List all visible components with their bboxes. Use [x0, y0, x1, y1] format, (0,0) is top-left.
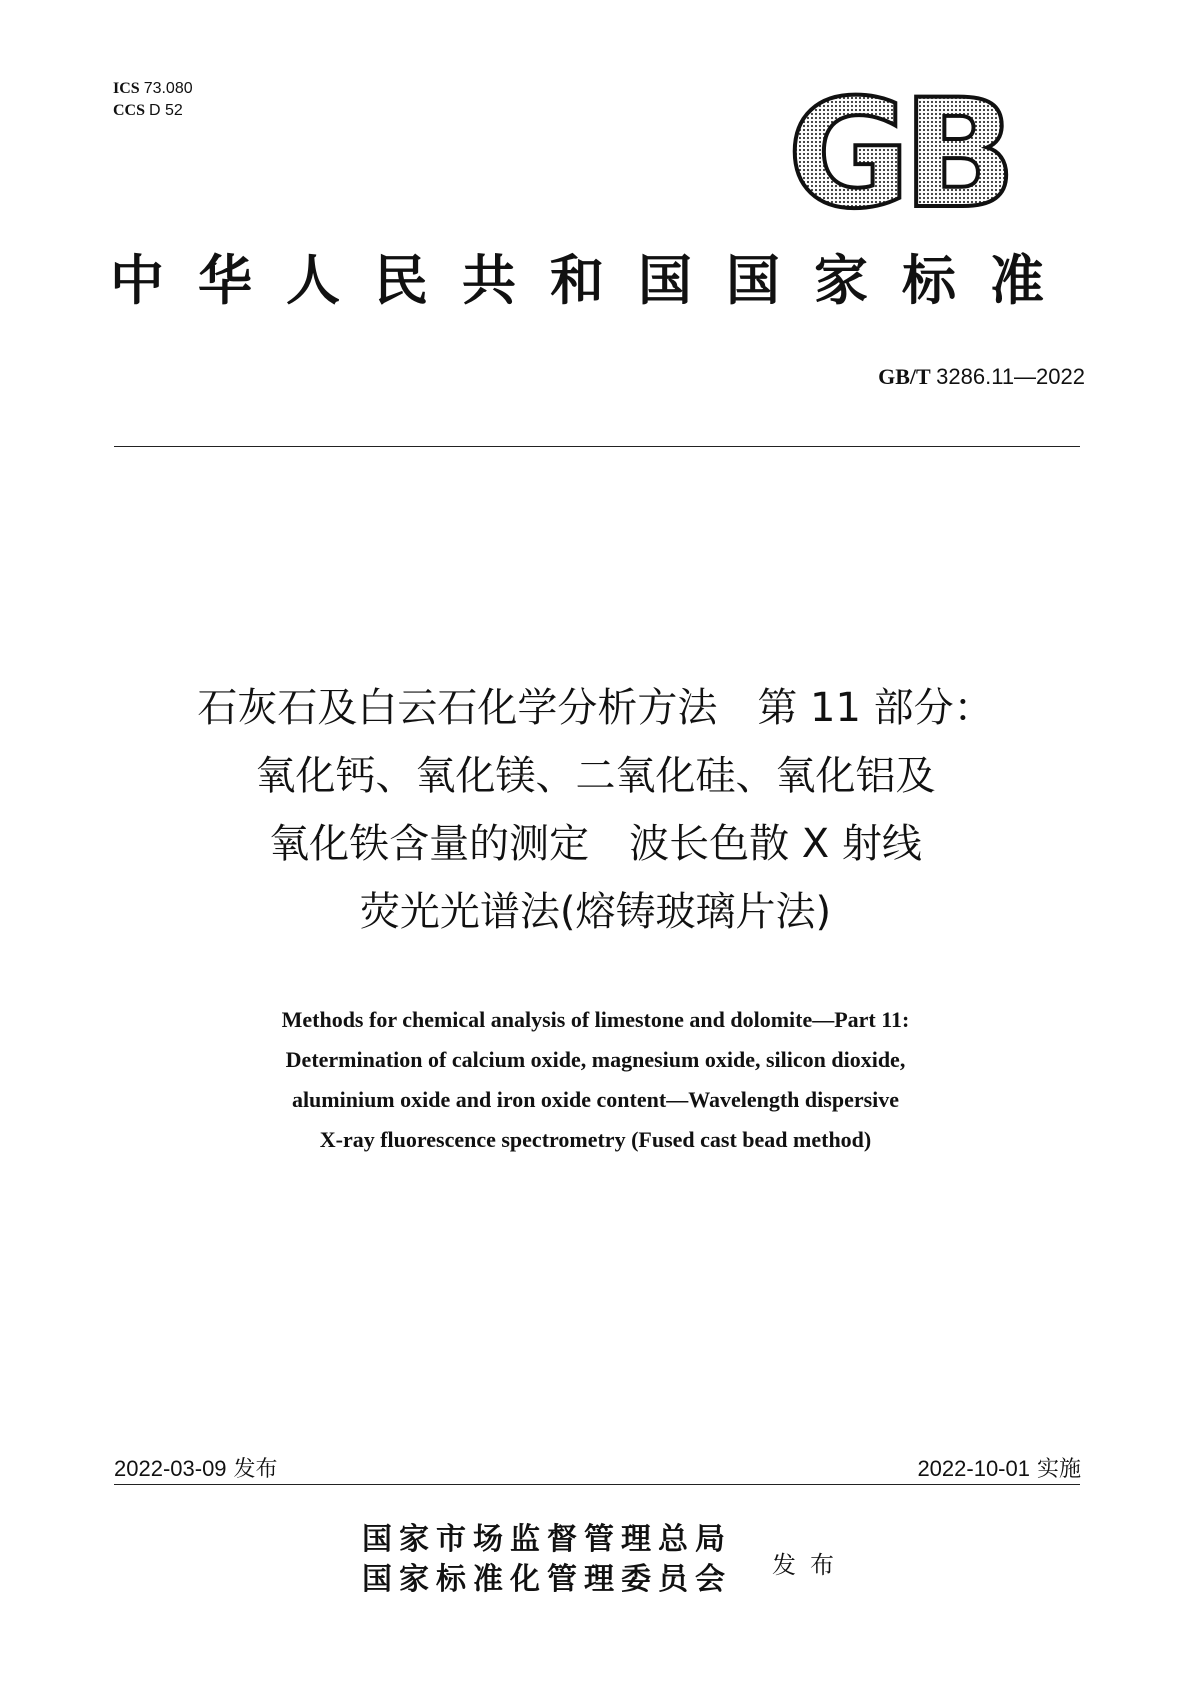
standard-code-prefix: GB/T [878, 364, 931, 389]
issuing-authorities [362, 1520, 732, 1600]
ccs-value: D 52 [149, 102, 183, 119]
ics-value: 73.080 [143, 80, 193, 97]
chinese-title-line: 氧化钙、氧化镁、二氧化硅、氧化铝及 [255, 753, 936, 799]
english-title [80, 1000, 1111, 1160]
ics-label: ICS [113, 80, 140, 97]
ics-line [113, 78, 193, 100]
publish-date-value: 2022-03-09 [114, 1456, 227, 1481]
chinese-title-line: 荧光光谱法(熔铸玻璃片法) [359, 889, 832, 935]
effective-date-label: 实施 [1036, 1457, 1081, 1482]
issuer-name: 国家市场监督管理总局 [362, 1522, 732, 1557]
chinese-title [60, 674, 1131, 946]
publish-date [114, 1452, 278, 1483]
effective-date-value: 2022-10-01 [917, 1456, 1030, 1481]
standard-code [878, 364, 1085, 390]
chinese-title-line: 氧化铁含量的测定 波长色散 X 射线 [269, 821, 922, 867]
english-title-line: aluminium oxide and iron oxide content—Wavelength dispersive [291, 1087, 900, 1112]
chinese-title-line: 石灰石及白云石化学分析方法 第 11 部分： [197, 685, 994, 731]
english-title-line: X-ray fluorescence spectrometry (Fused cast bead method) [319, 1127, 872, 1152]
english-title-line: Determination of calcium oxide, magnesium oxide, silicon dioxide, [285, 1047, 906, 1072]
issue-label: 发布 [772, 1551, 848, 1579]
ccs-line [113, 100, 193, 122]
gb-logo [782, 88, 1014, 218]
top-divider [114, 446, 1080, 447]
ccs-label: CCS [113, 102, 146, 119]
standard-code-number: 3286.11—2022 [936, 364, 1085, 389]
classification-codes [113, 78, 193, 122]
gb-logo-graphic [782, 88, 1014, 218]
gb-logo-letters: GB [787, 88, 1009, 218]
english-title-line: Methods for chemical analysis of limestone and dolomite—Part 11: [281, 1007, 910, 1032]
effective-date [917, 1452, 1081, 1483]
publish-date-label: 发布 [233, 1457, 278, 1482]
issuer-name: 国家标准化管理委员会 [362, 1562, 732, 1597]
national-standard-title: 中华人民共和国国家标准 [110, 248, 1078, 312]
bottom-divider [114, 1484, 1080, 1485]
